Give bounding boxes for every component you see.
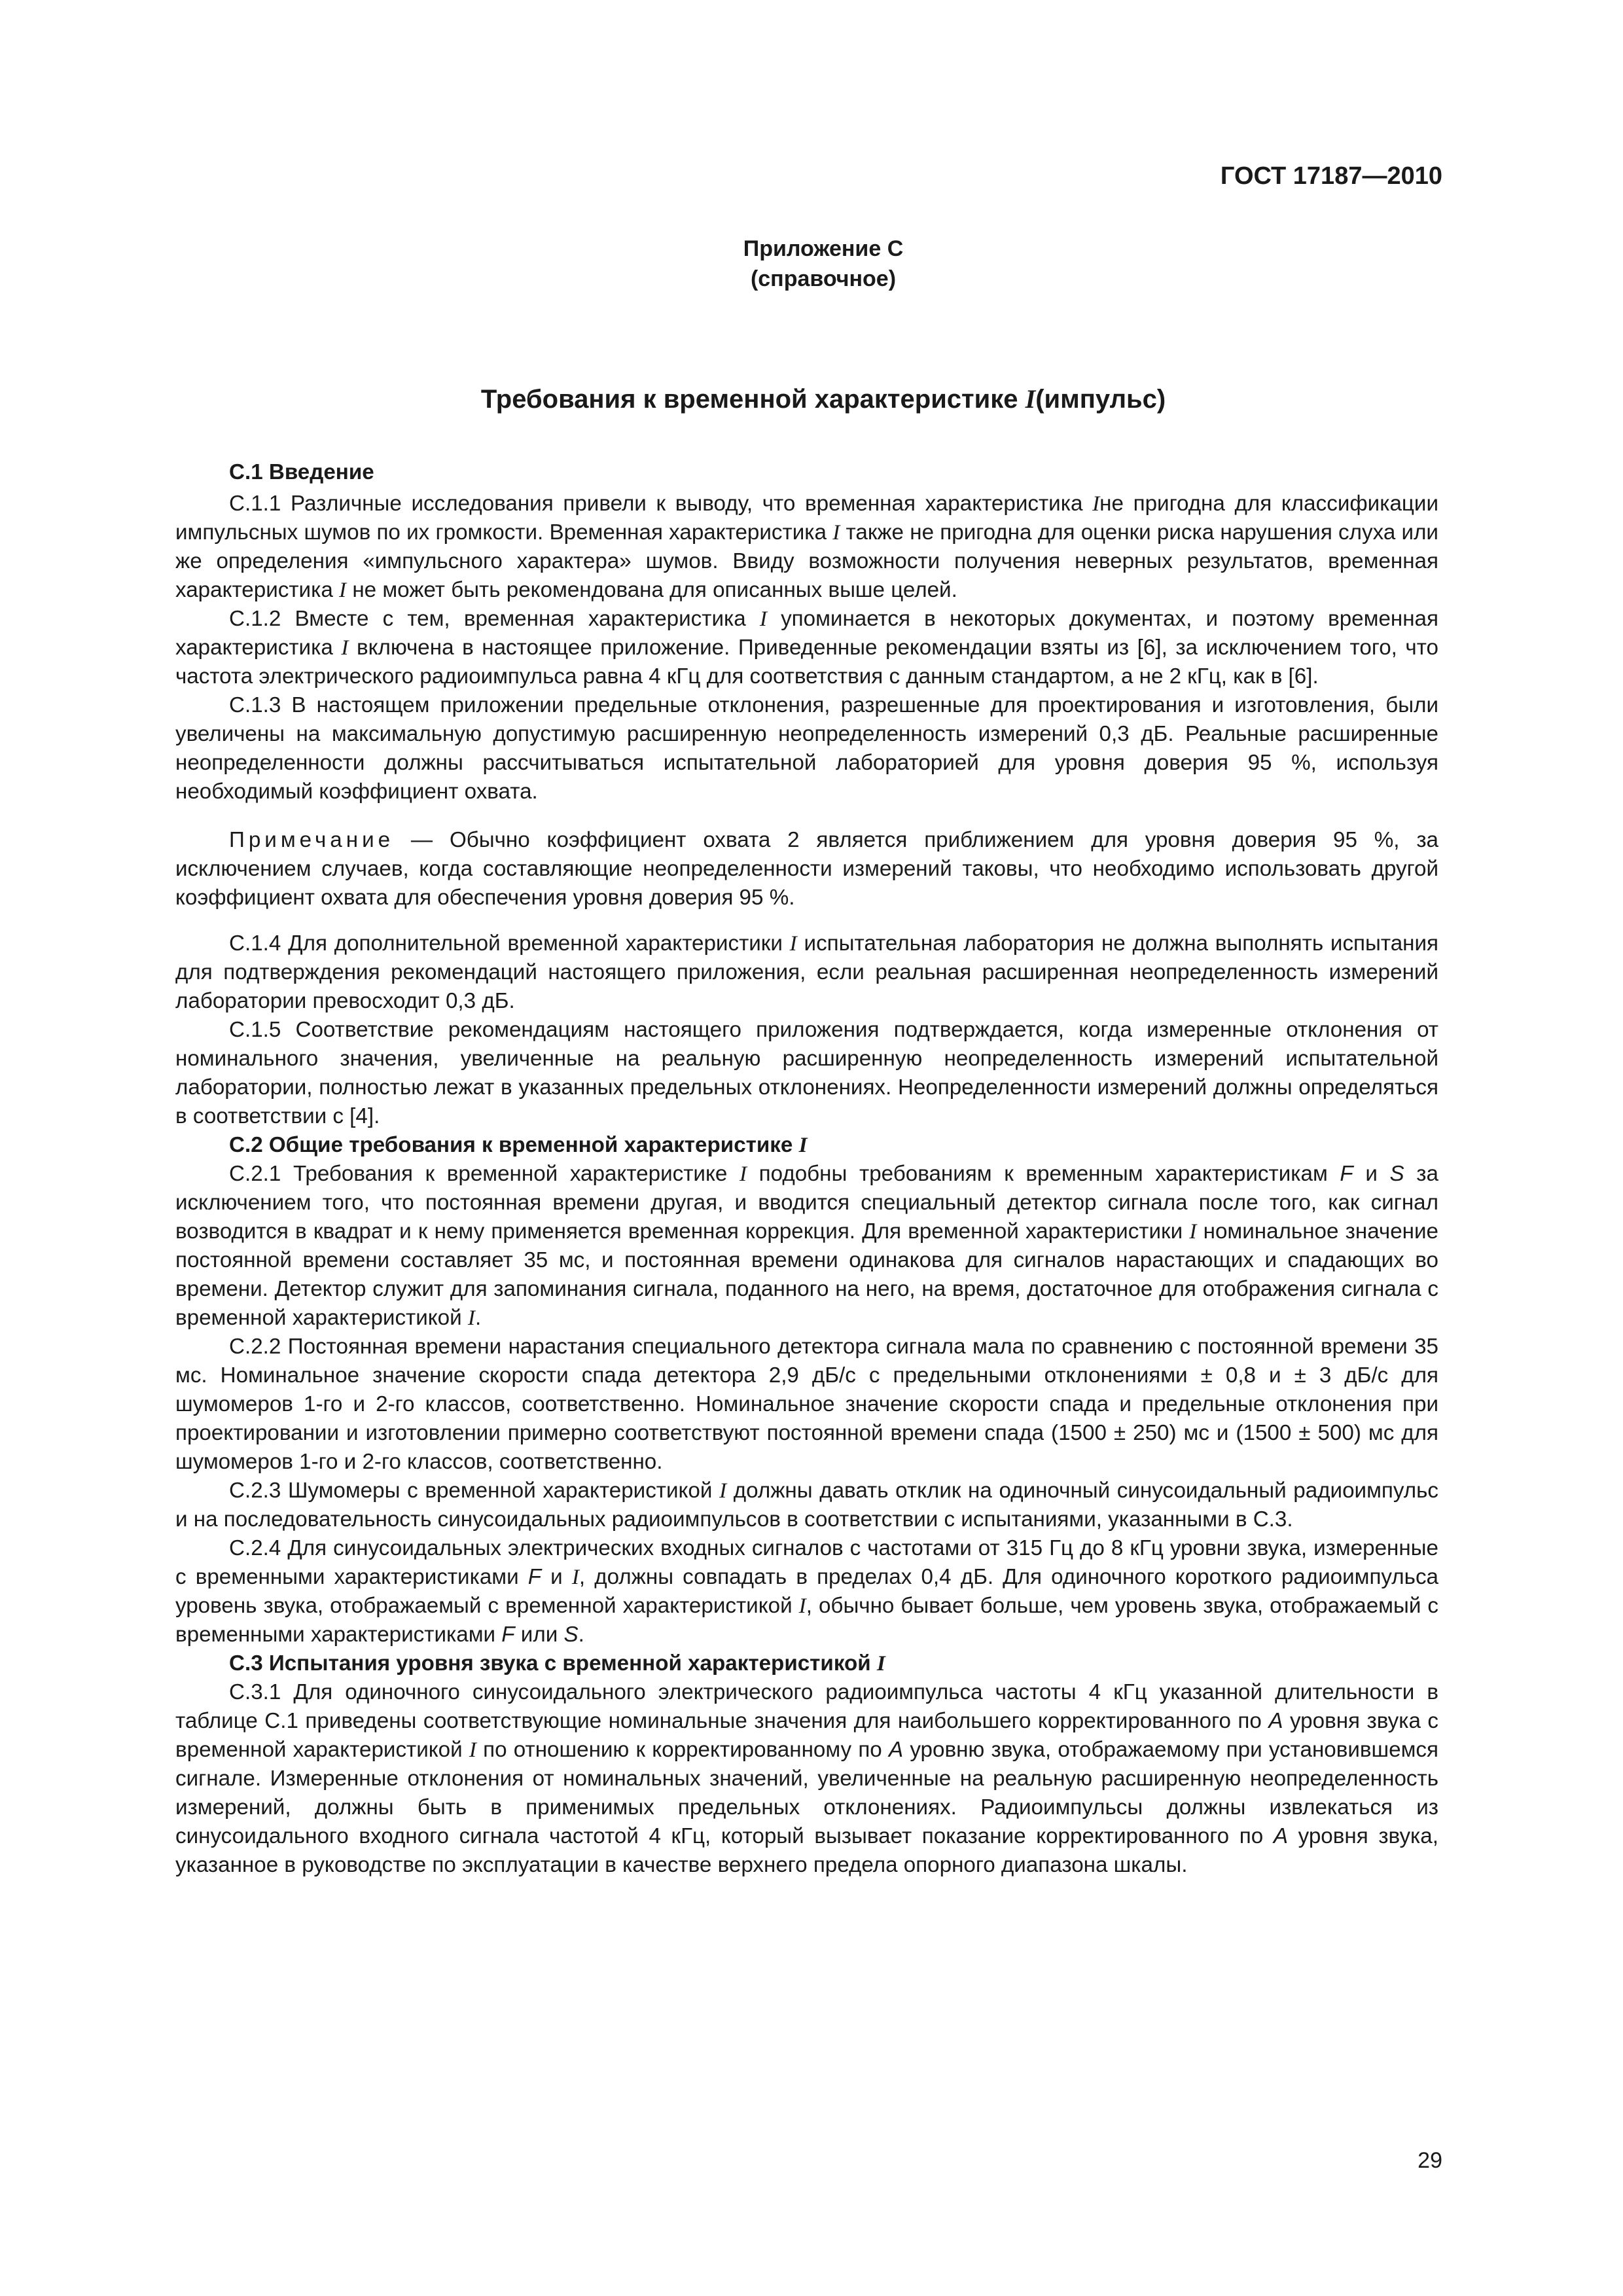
note-label: Примечание	[229, 828, 395, 852]
annex-title	[0, 384, 1623, 414]
annex-label: Приложение С	[743, 236, 904, 261]
paragraph-c2-1: С.2.1 Требования к временной характеристике I подобны требованиям к временным характеристикам F и S за исключением того, что постоянная времени другая, и вводится специальный детектор сигнала после того, как сигнал возводится в квадрат и к нему применяется временная коррекция. Для временной характеристики I номинальное значение постоянной времени составляет 35 мс, и постоянная времени одинакова для сигналов нарастающих и спадающих во времени. Детектор служит для запоминания сигнала, поданного на него, на время, достаточное для отображения сигнала с временной характеристикой I.	[175, 1162, 1438, 1330]
paragraph-c1-5: С.1.5 Соответствие рекомендациям настоящего приложения подтверждается, когда измеренные отклонения от номинального значения, увеличенные на реальную расширенную неопределенность измерений испытательной лаборатории, полностью лежат в указанных предельных отклонениях. Неопределенности измерений должны определяться в соответствии с [4].	[175, 1018, 1438, 1128]
paragraph-c1-3: С.1.3 В настоящем приложении предельные отклонения, разрешенные для проектирования и изготовления, были увеличены на максимальную допустимую расширенную неопределенность измерений 0,3 дБ. Реальные расширенные неопределенности должны рассчитываться испытательной лабораторией для уровня доверия 95 %, используя необходимый коэффициент охвата.	[175, 693, 1438, 804]
paragraph-c3-1: С.3.1 Для одиночного синусоидального электрического радиоимпульса частоты 4 кГц указанной длительности в таблице С.1 приведены соответствующие номинальные значения для наибольшего корректированного по A уровня звука с временной характеристикой I по отношению к корректированному по A уровню звука, отображаемому при установившемся сигнале. Измеренные отклонения от номинальных значений, увеличенные на реальную расширенную неопределенность измерений, должны быть в применимых предельных отклонениях. Радиоимпульсы должны извлекаться из синусоидального входного сигнала частотой 4 кГц, который вызывает показание корректированного по A уровня звука, указанное в руководстве по эксплуатации в качестве верхнего предела опорного диапазона шкалы.	[175, 1680, 1438, 1877]
paragraph-c1-1: С.1.1 Различные исследования привели к выводу, что временная характеристика Iне пригодна для классификации импульсных шумов по их громкости. Временная характеристика I также не пригодна для оценки риска нарушения слуха или же определения «импульсного характера» шумов. Ввиду возможности получения неверных результатов, временная характеристика I не может быть рекомендована для описанных выше целей.	[175, 492, 1438, 602]
annex-type: (справочное)	[750, 266, 897, 291]
paragraph-c2-2: С.2.2 Постоянная времени нарастания специального детектора сигнала мала по сравнению с постоянной времени 35 мс. Номинальное значение скорости спада детектора 2,9 дБ/с с предельными отклонениями ± 0,8 и ± 3 дБ/с для шумомеров 1-го и 2-го классов, соответственно. Номинальное значение скорости спада и предельные отклонения при проектировании и изготовлении примерно соответствуют постоянной времени спада (1500 ± 250) мс и (1500 ± 500) мс для шумомеров 1-го и 2-го классов, соответственно.	[175, 1335, 1438, 1474]
paragraph-c1-2: С.1.2 Вместе с тем, временная характеристика I упоминается в некоторых документах, и поэтому временная характеристика I включена в настоящее приложение. Приведенные рекомендации взяты из [6], за исключением того, что частота электрического радиоимпульса равна 4 кГц для соответствия с данным стандартом, а не 2 кГц, как в [6].	[175, 607, 1438, 689]
page-number: 29	[1418, 2148, 1442, 2173]
section-heading-c3: С.3 Испытания уровня звука с временной характеристикой I	[229, 1651, 885, 1676]
note	[175, 826, 1438, 912]
section-heading-c1: С.1 Введение	[229, 460, 374, 484]
section-heading-c2: С.2 Общие требования к временной характеристике I	[229, 1133, 808, 1157]
standard-number: ГОСТ 17187—2010	[1220, 162, 1442, 190]
paragraph-c2-3: С.2.3 Шумомеры с временной характеристикой I должны давать отклик на одиночный синусоидальный радиоимпульс и на последовательность синусоидальных радиоимпульсов в соответствии с испытаниями, указанными в С.3.	[175, 1479, 1438, 1532]
title-symbol: I	[1025, 384, 1036, 414]
title-text: Требования к временной характеристике	[480, 385, 1018, 414]
document-body	[175, 458, 1438, 1880]
paragraph-c1-4: С.1.4 Для дополнительной временной характеристики I испытательная лаборатория не должна выполнять испытания для подтверждения рекомендаций настоящего приложения, если реальная расширенная неопределенность измерений лаборатории превосходит 0,3 дБ.	[175, 931, 1438, 1013]
annex-heading	[0, 234, 1623, 295]
paragraph-c2-4: С.2.4 Для синусоидальных электрических входных сигналов с частотами от 315 Гц до 8 кГц уровни звука, измеренные с временными характеристиками F и I, должны совпадать в пределах 0,4 дБ. Для одиночного короткого радиоимпульса уровень звука, отображаемый с временной характеристикой I, обычно бывает больше, чем уровень звука, отображаемый с временными характеристиками F или S.	[175, 1536, 1439, 1647]
title-suffix: (импульс)	[1035, 385, 1166, 414]
note-text: — Обычно коэффициент охвата 2 является приближением для уровня доверия 95 %, за исключением случаев, когда составляющие неопределенности измерений таковы, что необходимо использовать другой коэффициент охвата для обеспечения уровня доверия 95 %.	[175, 828, 1438, 910]
